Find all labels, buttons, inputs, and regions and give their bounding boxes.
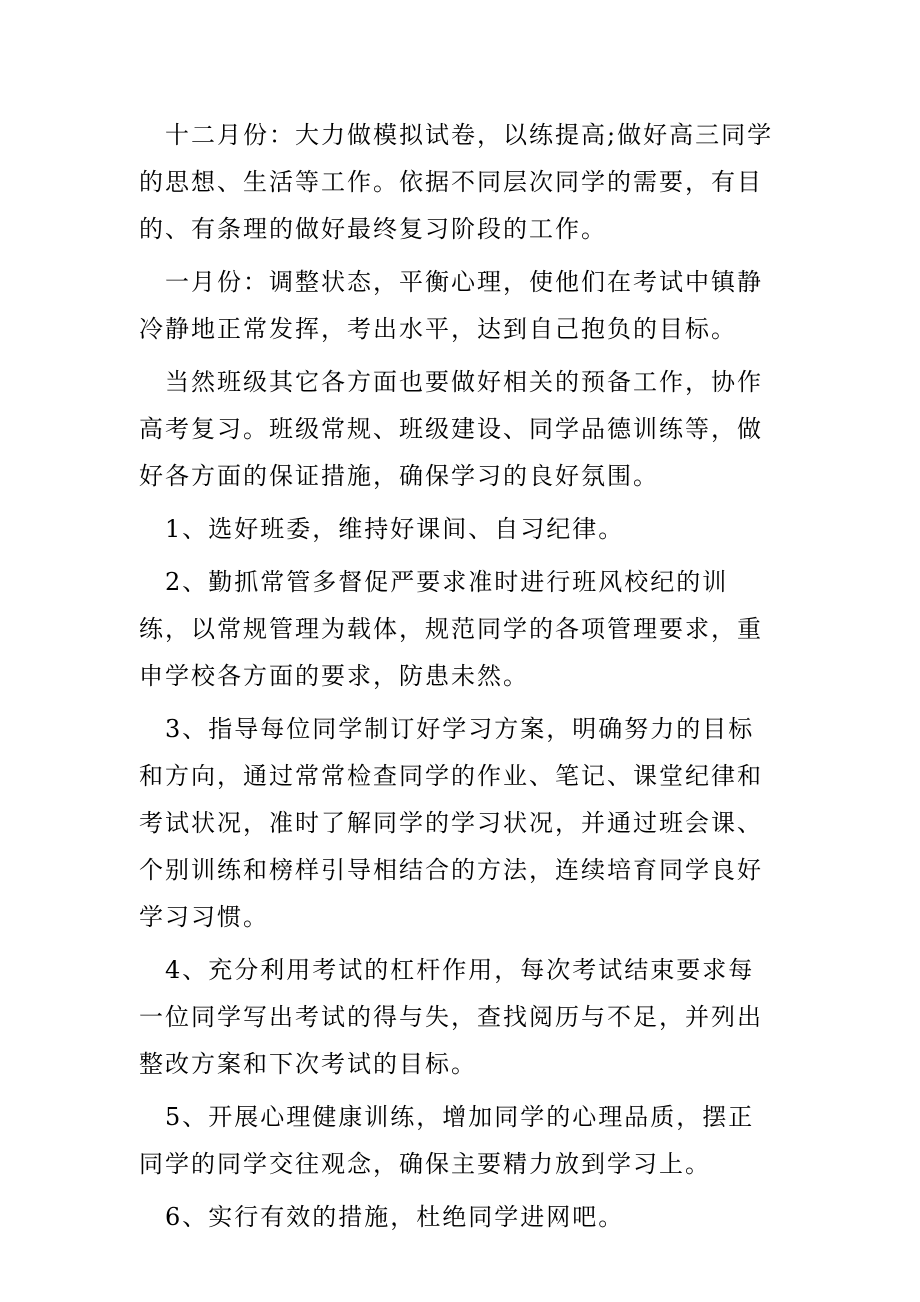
list-item-3: 3、指导每位同学制订好学习方案，明确努力的目标和方向，通过常常检查同学的作业、笔记、课堂纪律和考试状况，准时了解同学的学习状况，并通过班会课、个别训练和榜样引导相结合的方法，连续培育同学良好学习习惯。 xyxy=(139,715,763,931)
list-item-1: 1、选好班委，维持好课间、自习纪律。 xyxy=(165,515,625,543)
list-item-4: 4、充分利用考试的杠杆作用，每次考试结束要求每一位同学写出考试的得与失，查找阅历与不足，并列出整改方案和下次考试的目标。 xyxy=(139,956,763,1078)
paragraph-december: 十二月份：大力做模拟试卷，以练提高;做好高三同学的思想、生活等工作。依据不同层次同学的需要，有目的、有条理的做好最终复习阶段的工作。 xyxy=(139,121,774,243)
list-item-5: 5、开展心理健康训练，增加同学的心理品质，摆正同学的同学交往观念，确保主要精力放到学习上。 xyxy=(139,1103,755,1178)
list-item-6: 6、实行有效的措施，杜绝同学进网吧。 xyxy=(165,1203,625,1231)
paragraph-january: 一月份：调整状态，平衡心理，使他们在考试中镇静冷静地正常发挥，考出水平，达到自己抱负的目标。 xyxy=(139,268,763,343)
list-item-2: 2、勤抓常管多督促严要求准时进行班风校纪的训练，以常规管理为载体，规范同学的各项管理要求，重申学校各方面的要求，防患未然。 xyxy=(139,568,763,690)
document-body xyxy=(139,112,779,1247)
paragraph-class-preparation: 当然班级其它各方面也要做好相关的预备工作，协作高考复习。班级常规、班级建设、同学品德训练等，做好各方面的保证措施，确保学习的良好氛围。 xyxy=(139,368,763,490)
